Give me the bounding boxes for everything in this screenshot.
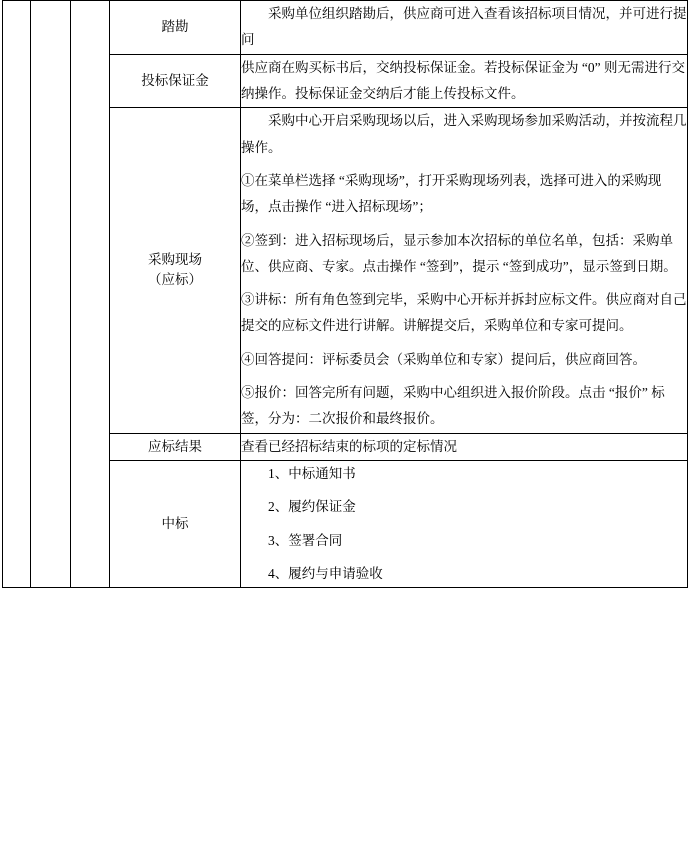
- row-label: [110, 461, 241, 588]
- row-body: [241, 1, 688, 55]
- row-body-paragraph: ③讲标：所有角色签到完毕，采购中心开标并拆封应标文件。供应商对自己提交的应标文件进行讲解。讲解提交后，采购单位和专家可提问。: [241, 292, 687, 334]
- row-body: [241, 461, 688, 588]
- row-body-paragraph: ①在菜单栏选择 “采购现场”，打开采购现场列表，选择可进入的采购现场，点击操作 “进入招标现场”；: [241, 172, 662, 215]
- row-body-paragraph: 采购中心开启采购现场以后，进入采购现场参加采购活动，并按流程几操作。: [241, 113, 687, 155]
- row-body-paragraph: 供应商在购买标书后，交纳投标保证金。若投标保证金为 “0” 则无需进行交纳操作。投标保证金交纳后才能上传投标文件。: [241, 59, 685, 101]
- row-label-line1: 踏勘: [161, 19, 189, 35]
- outer-spacer-cell-3: [71, 1, 110, 588]
- row-label: [110, 1, 241, 55]
- row-label-line1: 应标结果: [148, 438, 202, 454]
- row-body: [241, 54, 688, 108]
- row-label-line1: 采购现场: [148, 252, 202, 268]
- row-label: [110, 54, 241, 108]
- row-body-paragraph: 查看已经招标结束的标项的定标情况: [241, 438, 457, 454]
- row-label-line2: （应标）: [148, 272, 202, 288]
- row-body-paragraph: 采购单位组织踏勘后，供应商可进入查看该招标项目情况，并可进行提问: [241, 6, 687, 48]
- row-label-line1: 中标: [161, 516, 189, 531]
- row-label: [110, 433, 241, 460]
- row-body-paragraph: 2、履约保证金: [268, 499, 356, 515]
- outer-spacer-cell-2: [31, 1, 71, 588]
- row-body-paragraph: 4、履约与申请验收: [268, 565, 383, 581]
- table-row: [3, 1, 688, 55]
- row-body-paragraph: ④回答提问：评标委员会（采购单位和专家）提问后，供应商回答。: [241, 351, 646, 367]
- row-body-paragraph: ⑤报价：回答完所有问题，采购中心组织进入报价阶段。点击 “报价” 标签，分为：二次报价和最终报价。: [241, 385, 665, 427]
- row-body-paragraph: 1、中标通知书: [268, 466, 356, 481]
- row-label: [110, 108, 241, 433]
- row-body: [241, 108, 688, 433]
- row-body-paragraph: ②签到：进入招标现场后，显示参加本次招标的单位名单，包括：采购单位、供应商、专家。点击操作 “签到”，提示 “签到成功”，显示签到日期。: [241, 232, 677, 274]
- row-body-paragraph: 3、签署合同: [268, 532, 343, 548]
- row-label-line1: 投标保证金: [141, 72, 209, 88]
- outer-spacer-cell-1: [3, 1, 31, 588]
- row-body: [241, 433, 688, 460]
- process-description-table: [2, 0, 688, 588]
